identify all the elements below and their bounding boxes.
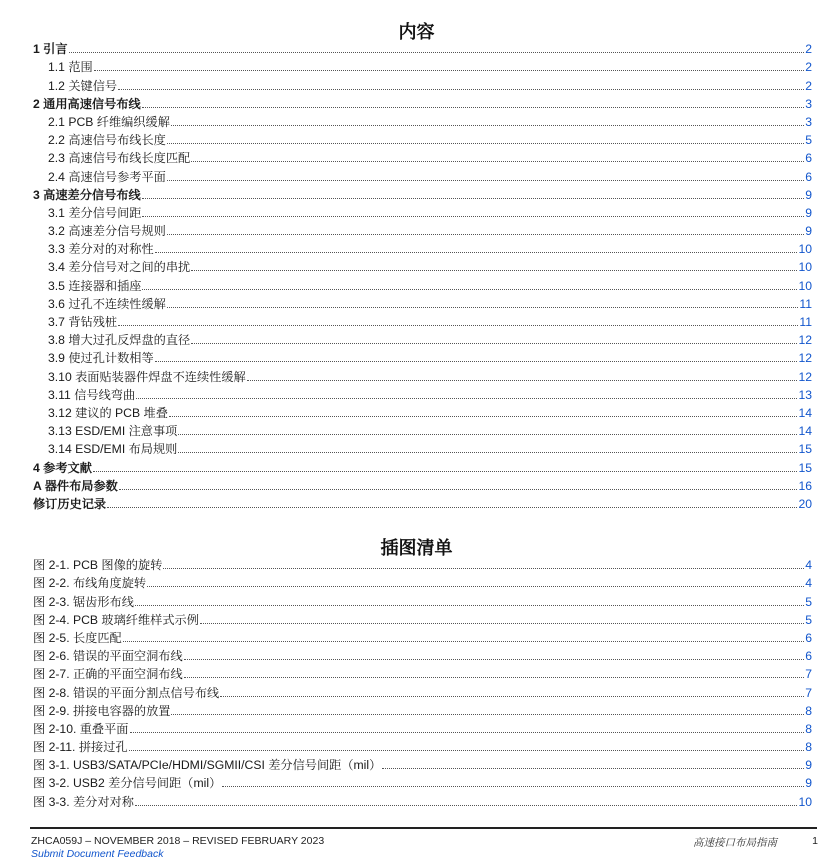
- toc-entry[interactable]: [33, 366, 812, 384]
- figure-entry-page: 7: [805, 667, 812, 682]
- toc-entry[interactable]: [33, 403, 812, 421]
- figure-entry-page: 8: [805, 740, 812, 755]
- toc-entry-label: 3.10 表面贴装器件焊盘不连续性缓解: [48, 369, 246, 384]
- figure-entry-page: 4: [805, 558, 812, 573]
- toc-entry[interactable]: [33, 39, 812, 57]
- toc-entry-page: 10: [798, 260, 812, 275]
- toc-entry[interactable]: [33, 312, 812, 330]
- dot-leader: [93, 471, 798, 472]
- dot-leader: [184, 677, 805, 678]
- toc-entry-label: 3.12 建议的 PCB 堆叠: [48, 405, 168, 420]
- dot-leader: [163, 568, 804, 569]
- toc-entry[interactable]: [33, 385, 812, 403]
- toc-entry[interactable]: [33, 112, 812, 130]
- dot-leader: [142, 289, 797, 290]
- figure-entry[interactable]: [33, 664, 812, 682]
- toc-entry-label: 3.6 过孔不连续性缓解: [48, 296, 166, 311]
- figure-entry[interactable]: [33, 791, 812, 809]
- figure-entry-page: 8: [805, 721, 812, 736]
- figure-entry[interactable]: [33, 737, 812, 755]
- toc-entry-label: 3.8 增大过孔反焊盘的直径: [48, 333, 191, 348]
- figure-entry-label: 图 2-1. PCB 图像的旋转: [33, 558, 163, 573]
- toc-entry-label: 3 高速差分信号布线: [33, 187, 141, 202]
- figure-entry-label: 图 2-10. 重叠平面: [33, 721, 129, 736]
- toc-entry[interactable]: [33, 257, 812, 275]
- figure-entry-page: 10: [798, 794, 812, 809]
- toc-entry-page: 13: [798, 387, 812, 402]
- footer-divider: [30, 827, 817, 829]
- toc-entry[interactable]: [33, 57, 812, 75]
- dot-leader: [123, 641, 805, 642]
- dot-leader: [142, 198, 805, 199]
- figure-entry-label: 图 2-9. 拼接电容器的放置: [33, 703, 171, 718]
- toc-entry[interactable]: [33, 166, 812, 184]
- dot-leader: [167, 307, 799, 308]
- dot-leader: [191, 343, 797, 344]
- dot-leader: [171, 125, 804, 126]
- toc-entry-page: 12: [798, 333, 812, 348]
- footer-doc-info: ZHCA059J – NOVEMBER 2018 – REVISED FEBRUARY 2023: [31, 835, 325, 847]
- figure-entry-page: 5: [805, 594, 812, 609]
- toc-entry-label: 1.1 范围: [48, 60, 93, 75]
- toc-entry-label: 3.7 背钻残桩: [48, 315, 118, 329]
- toc-entry[interactable]: [33, 130, 812, 148]
- toc-entry-label: 4 参考文献: [33, 460, 92, 475]
- toc-entry-label: 2 通用高速信号布线: [33, 96, 141, 111]
- figure-entry-label: 图 2-7. 正确的平面空洞布线: [33, 667, 183, 682]
- dot-leader: [107, 507, 797, 508]
- toc-entry-page: 9: [805, 205, 812, 220]
- figure-entry[interactable]: [33, 555, 812, 573]
- dot-leader: [118, 89, 804, 90]
- toc-entry-label: 2.3 高速信号布线长度匹配: [48, 151, 191, 166]
- submit-feedback-link[interactable]: Submit Document Feedback: [31, 848, 164, 860]
- figure-entry[interactable]: [33, 773, 812, 791]
- footer-page-number: 1: [812, 835, 818, 847]
- figure-entry-label: 图 2-2. 布线角度旋转: [33, 576, 147, 591]
- toc-entry[interactable]: [33, 239, 812, 257]
- figure-entry[interactable]: [33, 719, 812, 737]
- dot-leader: [178, 434, 797, 435]
- toc-entry-label: 3.1 差分信号间距: [48, 205, 142, 220]
- figure-entry-label: 图 2-6. 错误的平面空洞布线: [33, 649, 183, 664]
- toc-entry-label: 1.2 关键信号: [48, 78, 118, 93]
- toc-entry-page: 12: [798, 351, 812, 366]
- dot-leader: [222, 786, 804, 787]
- toc-entry-page: 12: [798, 369, 812, 384]
- toc-entry-page: 2: [805, 60, 812, 75]
- figure-entry-page: 4: [805, 576, 812, 591]
- dot-leader: [130, 732, 805, 733]
- dot-leader: [167, 143, 804, 144]
- toc-entry-page: 15: [798, 460, 812, 475]
- dot-leader: [136, 398, 797, 399]
- toc-entry-label: 2.4 高速信号参考平面: [48, 169, 166, 184]
- toc-entry-page: 3: [805, 114, 812, 129]
- toc-entry-page: 3: [805, 96, 812, 111]
- dot-leader: [147, 586, 804, 587]
- toc-entry[interactable]: [33, 457, 812, 475]
- toc-entry[interactable]: [33, 75, 812, 93]
- toc-entry[interactable]: [33, 221, 812, 239]
- toc-entry-label: 3.5 连接器和插座: [48, 278, 142, 293]
- dot-leader: [119, 489, 798, 490]
- toc-entry-label: 3.4 差分信号对之间的串扰: [48, 260, 191, 275]
- toc-entry-page: 6: [805, 151, 812, 166]
- toc-entry[interactable]: [33, 275, 812, 293]
- figure-entry-page: 8: [805, 703, 812, 718]
- toc-entry-label: 修订历史记录: [33, 496, 107, 511]
- dot-leader: [167, 180, 804, 181]
- figure-entry[interactable]: [33, 701, 812, 719]
- figure-entry-label: 图 3-1. USB3/SATA/PCIe/HDMI/SGMII/CSI 差分信号间距（mil）: [33, 758, 382, 773]
- dot-leader: [178, 452, 797, 453]
- dot-leader: [169, 416, 798, 417]
- toc-entry-label: 3.2 高速差分信号规则: [48, 224, 166, 239]
- toc-entry-page: 16: [798, 478, 812, 493]
- dot-leader: [155, 252, 798, 253]
- dot-leader: [220, 696, 804, 697]
- dot-leader: [155, 361, 798, 362]
- figure-entry[interactable]: [33, 591, 812, 609]
- contents-title: 内容: [398, 22, 435, 42]
- dot-leader: [69, 52, 805, 53]
- toc-entry-page: 9: [805, 187, 812, 202]
- figure-entry[interactable]: [33, 610, 812, 628]
- figure-entry-page: 9: [805, 776, 812, 791]
- toc-entry-label: 2.1 PCB 纤维编织缓解: [48, 114, 170, 129]
- toc-entry-page: 2: [805, 42, 812, 57]
- toc-entry[interactable]: [33, 294, 812, 312]
- toc-entry[interactable]: [33, 330, 812, 348]
- toc-entry-page: 9: [805, 224, 812, 239]
- dot-leader: [191, 161, 804, 162]
- dot-leader: [167, 234, 804, 235]
- dot-leader: [142, 107, 805, 108]
- dot-leader: [118, 325, 798, 326]
- figure-entry-label: 图 2-11. 拼接过孔: [33, 740, 128, 755]
- toc-entry[interactable]: [33, 148, 812, 166]
- toc-entry[interactable]: [33, 94, 812, 112]
- footer-doc-title: 高速接口布局指南: [693, 837, 777, 849]
- dot-leader: [184, 659, 805, 660]
- dot-leader: [142, 216, 804, 217]
- toc-entry[interactable]: [33, 421, 812, 439]
- toc-entry-label: 2.2 高速信号布线长度: [48, 133, 166, 148]
- toc-entry[interactable]: [33, 439, 812, 457]
- figure-entry-page: 6: [805, 630, 812, 645]
- toc-entry-page: 10: [798, 242, 812, 257]
- dot-leader: [382, 768, 804, 769]
- toc-entry-label: 1 引言: [33, 42, 68, 57]
- dot-leader: [200, 623, 804, 624]
- toc-entry-label: 3.13 ESD/EMI 注意事项: [48, 424, 178, 439]
- toc-entry-label: A 器件布局参数: [33, 478, 118, 493]
- contents-list: [33, 39, 812, 512]
- toc-entry-page: 6: [805, 169, 812, 184]
- figure-entry-page: 5: [805, 612, 812, 627]
- toc-entry-page: 14: [798, 405, 812, 420]
- dot-leader: [94, 70, 805, 71]
- dot-leader: [135, 805, 798, 806]
- figure-entry-label: 图 3-3. 差分对对称: [33, 794, 134, 809]
- toc-entry-page: 2: [805, 78, 812, 93]
- toc-entry-label: 3.14 ESD/EMI 布局规则: [48, 442, 178, 457]
- toc-entry-page: 15: [798, 442, 812, 457]
- toc-entry-page: 20: [798, 496, 812, 511]
- figure-entry-label: 图 3-2. USB2 差分信号间距（mil）: [33, 776, 222, 791]
- toc-entry-page: 5: [805, 133, 812, 148]
- dot-leader: [171, 714, 804, 715]
- toc-entry-page: 14: [798, 424, 812, 439]
- toc-entry[interactable]: [33, 348, 812, 366]
- toc-entry[interactable]: [33, 203, 812, 221]
- toc-entry-page: 11: [799, 315, 812, 329]
- figure-entry-label: 图 2-8. 错误的平面分割点信号布线: [33, 685, 220, 700]
- figure-entry-page: 9: [805, 758, 812, 773]
- figure-entry-page: 6: [805, 649, 812, 664]
- dot-leader: [135, 605, 804, 606]
- figure-entry[interactable]: [33, 573, 812, 591]
- dot-leader: [191, 270, 797, 271]
- figure-entry[interactable]: [33, 646, 812, 664]
- toc-entry-label: 3.3 差分对的对称性: [48, 242, 154, 257]
- figure-entry[interactable]: [33, 755, 812, 773]
- figure-entry-page: 7: [805, 685, 812, 700]
- figure-entry[interactable]: [33, 682, 812, 700]
- toc-entry[interactable]: [33, 494, 812, 512]
- dot-leader: [129, 750, 805, 751]
- toc-entry-label: 3.9 使过孔计数相等: [48, 351, 154, 366]
- figure-entry-label: 图 2-3. 锯齿形布线: [33, 594, 134, 609]
- figures-list: [33, 555, 812, 810]
- toc-entry-page: 10: [798, 278, 812, 293]
- dot-leader: [247, 380, 798, 381]
- toc-entry-page: 11: [799, 296, 812, 311]
- toc-entry-label: 3.11 信号线弯曲: [48, 387, 136, 402]
- toc-entry[interactable]: [33, 185, 812, 203]
- figures-title: 插图清单: [380, 538, 453, 558]
- figure-entry-label: 图 2-4. PCB 玻璃纤维样式示例: [33, 612, 199, 627]
- figure-entry-label: 图 2-5. 长度匹配: [33, 630, 122, 645]
- figure-entry[interactable]: [33, 628, 812, 646]
- toc-entry[interactable]: [33, 476, 812, 494]
